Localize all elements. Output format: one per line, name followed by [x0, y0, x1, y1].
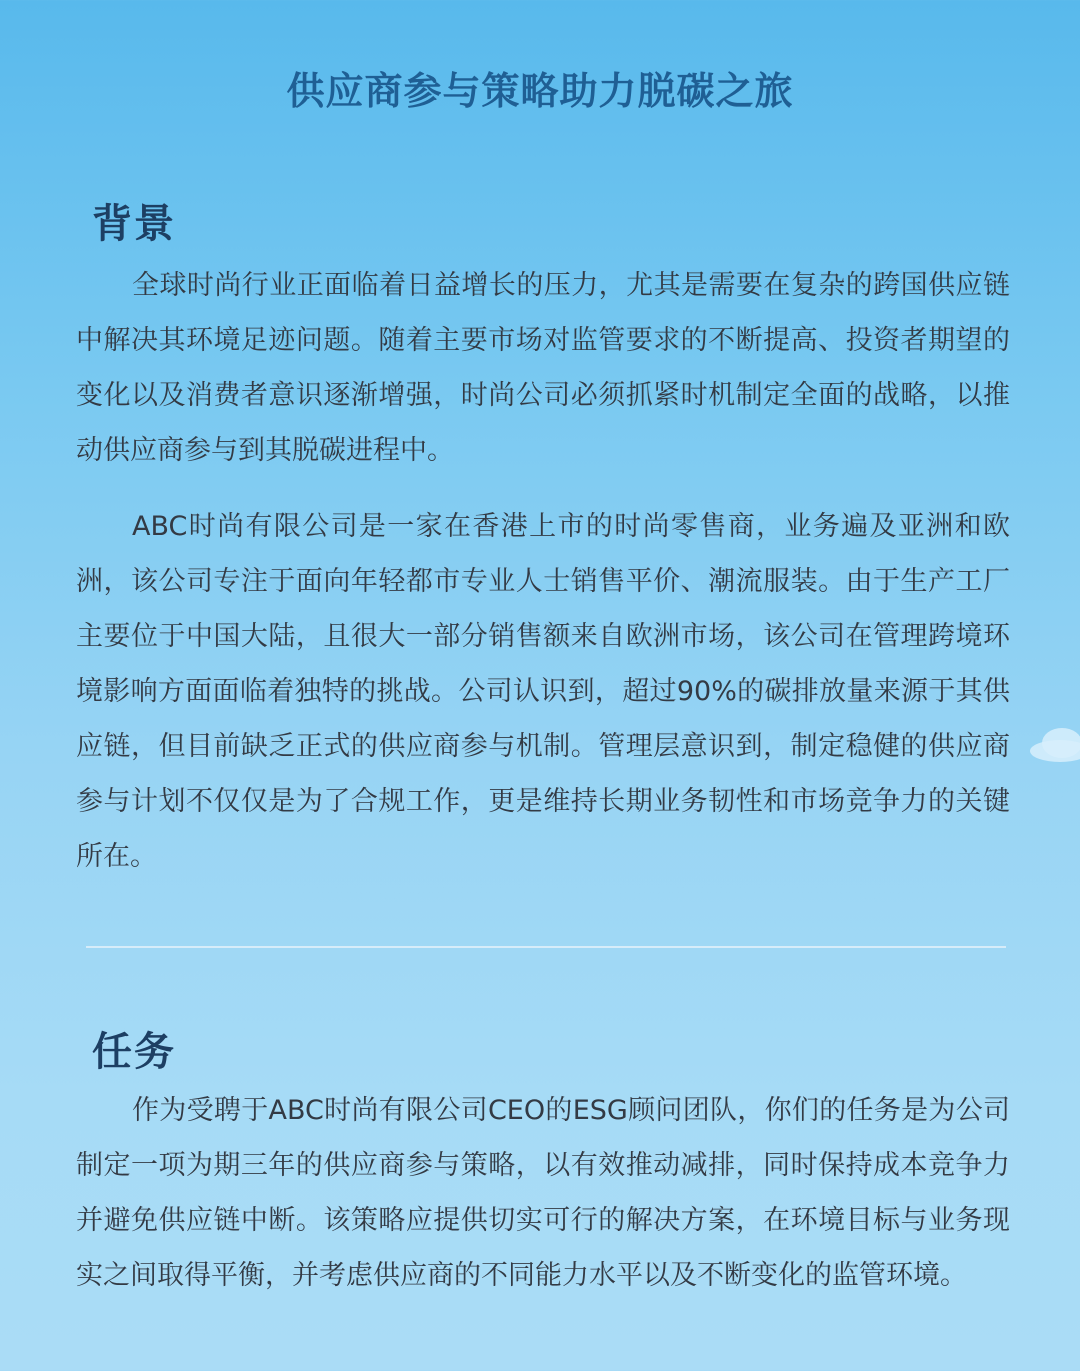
page-title: 供应商参与策略助力脱碳之旅 — [286, 69, 794, 113]
section-divider — [86, 946, 1006, 948]
task-paragraph-1: 作为受聘于ABC时尚有限公司CEO的ESG顾问团队，你们的任务是为公司制定一项为期三年的供应商参与策略，以有效推动减排，同时保持成本竞争力并避免供应链中断。该策略应提供切实可行的解决方案，在环境目标与业务现实之间取得平衡，并考虑供应商的不同能力水平以及不断变化的监管环境。 — [76, 1095, 1010, 1291]
background-heading: 背景 — [92, 201, 176, 247]
cloud-decoration-icon — [1030, 712, 1080, 764]
background-paragraph-2: ABC时尚有限公司是一家在香港上市的时尚零售商，业务遍及亚洲和欧洲，该公司专注于面向年轻都市专业人士销售平价、潮流服装。由于生产工厂主要位于中国大陆，且很大一部分销售额来自欧洲市场，该公司在管理跨境环境影响方面面临着独特的挑战。公司认识到，超过90%的碳排放量来源于其供应链，但目前缺乏正式的供应商参与机制。管理层意识到，制定稳健的供应商参与计划不仅仅是为了合规工作，更是维持长期业务韧性和市场竞争力的关键所在。 — [76, 511, 1010, 872]
background-paragraph-1: 全球时尚行业正面临着日益增长的压力，尤其是需要在复杂的跨国供应链中解决其环境足迹问题。随着主要市场对监管要求的不断提高、投资者期望的变化以及消费者意识逐渐增强，时尚公司必须抓紧时机制定全面的战略，以推动供应商参与到其脱碳进程中。 — [76, 270, 1010, 466]
task-heading: 任务 — [92, 1029, 176, 1075]
